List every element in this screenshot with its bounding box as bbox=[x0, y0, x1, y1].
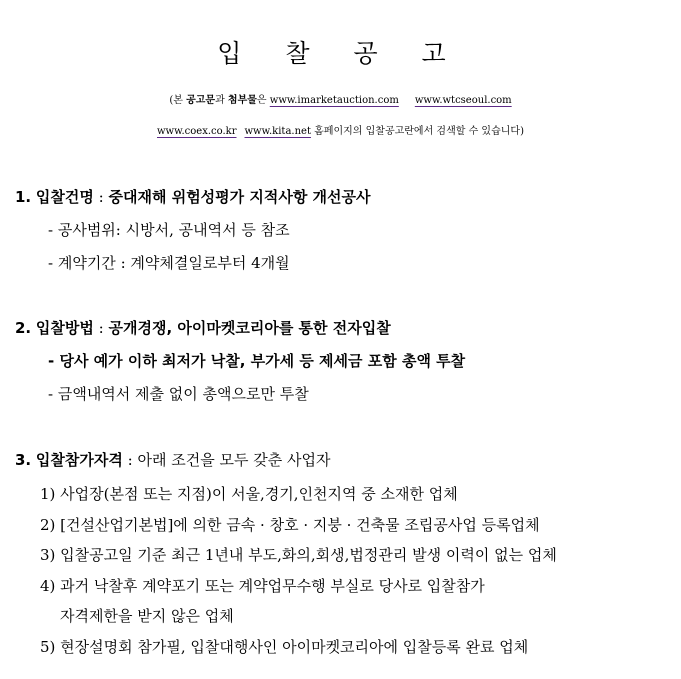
section-3-item: 5) 현장설명회 참가필, 입찰대행사인 아이마켓코리아에 입찰등록 완료 업체 bbox=[40, 638, 529, 656]
section-2-value: 공개경쟁, 아이마켓코리아를 통한 전자입찰 bbox=[108, 319, 391, 337]
page-title: 입 찰 공 고 bbox=[217, 39, 464, 68]
notice-bold-2: 첨부물 bbox=[227, 95, 257, 106]
section-2-number: 2. bbox=[15, 319, 32, 337]
section-1-heading bbox=[15, 187, 371, 207]
section-3-item: 4) 과거 낙찰후 계약포기 또는 계약업무수행 부실로 당사로 입찰참가 bbox=[40, 577, 485, 595]
section-2-heading bbox=[15, 318, 391, 338]
section-1-item: - 계약기간 : 계약체결일로부터 4개월 bbox=[48, 254, 290, 272]
section-3-item: 3) 입찰공고일 기준 최근 1년내 부도,화의,회생,법정관리 발생 이력이 없는 업체 bbox=[40, 546, 557, 564]
link-wtcseoul[interactable]: www.wtcseoul.com bbox=[414, 95, 512, 106]
link-kita[interactable]: www.kita.net bbox=[244, 126, 311, 137]
notice-line-2 bbox=[0, 122, 681, 142]
link-imarketauction[interactable]: www.imarketauction.com bbox=[269, 95, 399, 106]
section-3-value: 아래 조건을 모두 갖춘 사업자 bbox=[137, 451, 331, 469]
section-2-item: - 금액내역서 제출 없이 총액으로만 투찰 bbox=[48, 385, 309, 403]
section-3-item: 1) 사업장(본점 또는 지점)이 서울,경기,인천지역 중 소재한 업체 bbox=[40, 485, 458, 503]
notice-particle-1: 과 bbox=[215, 95, 225, 106]
section-1-item: - 공사범위: 시방서, 공내역서 등 참조 bbox=[48, 221, 290, 239]
notice-suffix: 홈페이지의 입찰공고란에서 검색할 수 있습니다) bbox=[314, 126, 524, 137]
section-3-heading bbox=[15, 450, 330, 470]
section-2-sep: : bbox=[98, 319, 104, 337]
notice-bold-1: 공고문 bbox=[186, 95, 216, 106]
section-2-label: 입찰방법 bbox=[35, 319, 94, 337]
section-3-sep: : bbox=[127, 451, 133, 469]
section-1-number: 1. bbox=[15, 188, 32, 206]
notice-prefix: (본 bbox=[169, 95, 183, 106]
link-coex[interactable]: www.coex.co.kr bbox=[157, 126, 237, 137]
notice-particle-2: 은 bbox=[256, 95, 267, 106]
section-3-label: 입찰참가자격 bbox=[35, 451, 123, 469]
section-2-item: - 당사 예가 이하 최저가 낙찰, 부가세 등 제세금 포함 총액 투찰 bbox=[48, 352, 466, 370]
section-3-item: 2) [건설산업기본법]에 의한 금속 · 창호 · 지붕 · 건축물 조립공사업 등록업체 bbox=[40, 516, 540, 534]
section-3-item-continued: 자격제한을 받지 않은 업체 bbox=[60, 607, 234, 625]
section-1-label: 입찰건명 bbox=[35, 188, 94, 206]
section-1-value: 중대재해 위험성평가 지적사항 개선공사 bbox=[108, 188, 371, 206]
section-3-number: 3. bbox=[15, 451, 32, 469]
section-1-sep: : bbox=[98, 188, 104, 206]
notice-line-1 bbox=[0, 91, 681, 111]
